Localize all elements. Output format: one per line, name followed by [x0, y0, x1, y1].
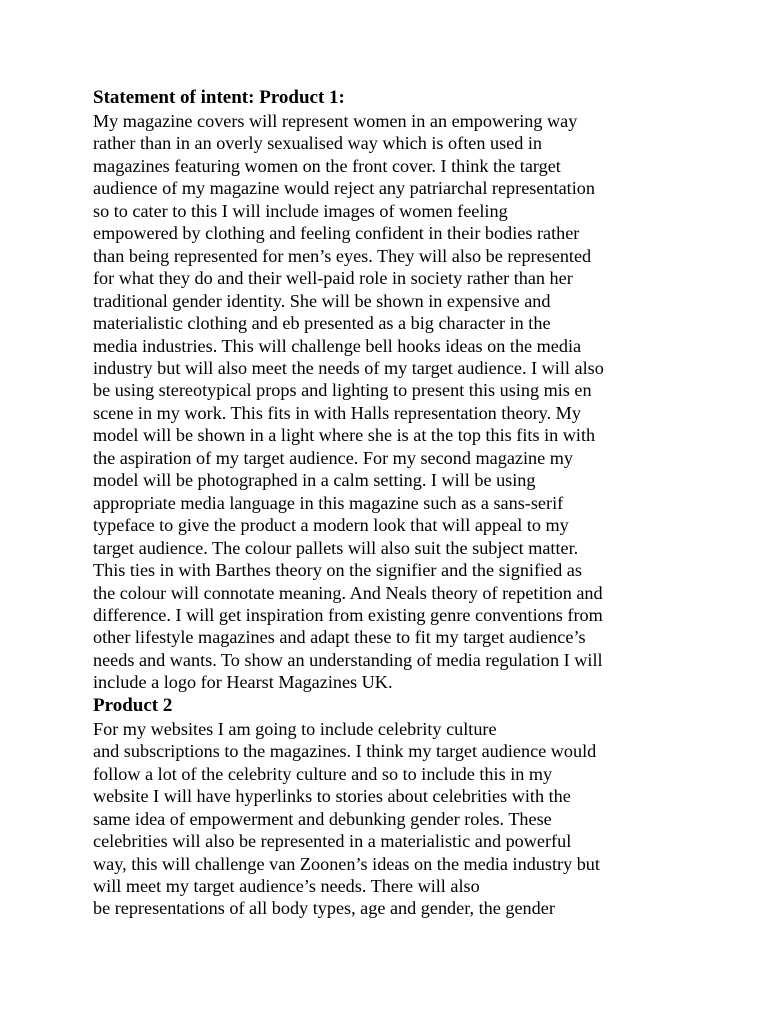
text-line: be representations of all body types, age and gender, the gender: [93, 898, 555, 919]
text-line: and subscriptions to the magazines. I think my target audience would: [93, 741, 597, 762]
text-line: same idea of empowerment and debunking gender roles. These: [93, 808, 552, 829]
text-line: scene in my work. This fits in with Halls representation theory. My: [93, 402, 581, 423]
text-line: magazines featuring women on the front cover. I think the target: [93, 155, 561, 176]
text-line: include a logo for Hearst Magazines UK.: [93, 672, 393, 693]
section-body: [93, 718, 711, 920]
text-line: empowered by clothing and feeling confident in their bodies rather: [93, 223, 580, 244]
text-line: rather than in an overly sexualised way which is often used in: [93, 133, 543, 154]
text-line: be using stereotypical props and lighting to present this using mis en: [93, 380, 592, 401]
text-line: industry but will also meet the needs of my target audience. I will also: [93, 357, 604, 378]
text-line: the colour will connotate meaning. And Neals theory of repetition and: [93, 582, 603, 603]
section-body: [93, 110, 711, 694]
text-line: appropriate media language in this magazine such as a sans-serif: [93, 492, 564, 513]
text-line: way, this will challenge van Zoonen’s ideas on the media industry but: [93, 853, 600, 874]
text-line: needs and wants. To show an understanding of media regulation I will: [93, 649, 603, 670]
text-line: website I will have hyperlinks to stories about celebrities with the: [93, 786, 571, 807]
text-line: audience of my magazine would reject any patriarchal representation: [93, 178, 595, 199]
section-product-2: [93, 694, 711, 920]
text-line: for what they do and their well-paid role in society rather than her: [93, 268, 573, 289]
text-line: other lifestyle magazines and adapt these to fit my target audience’s: [93, 627, 586, 648]
text-line: This ties in with Barthes theory on the signifier and the signified as: [93, 560, 582, 581]
text-line: My magazine covers will represent women in an empowering way: [93, 111, 578, 131]
text-line: the aspiration of my target audience. For my second magazine my: [93, 447, 573, 468]
text-line: than being represented for men’s eyes. They will also be represented: [93, 245, 592, 266]
text-line: traditional gender identity. She will be shown in expensive and: [93, 290, 551, 311]
text-line: celebrities will also be represented in a materialistic and powerful: [93, 831, 572, 852]
document-page: [93, 86, 711, 920]
text-line: typeface to give the product a modern look that will appeal to my: [93, 515, 569, 536]
text-line: model will be photographed in a calm setting. I will be using: [93, 470, 536, 491]
section-product-1: [93, 86, 711, 694]
text-line: model will be shown in a light where she is at the top this fits in with: [93, 425, 596, 446]
text-line: so to cater to this I will include images of women feeling: [93, 200, 508, 221]
text-line: For my websites I am going to include celebrity culture: [93, 718, 497, 739]
text-line: media industries. This will challenge bell hooks ideas on the media: [93, 335, 582, 356]
text-line: materialistic clothing and eb presented as a big character in the: [93, 313, 551, 334]
section-heading: Statement of intent: Product 1:: [93, 87, 345, 108]
text-line: follow a lot of the celebrity culture and so to include this in my: [93, 763, 553, 784]
text-line: will meet my target audience’s needs. There will also: [93, 875, 480, 896]
text-line: difference. I will get inspiration from existing genre conventions from: [93, 604, 603, 625]
section-heading: Product 2: [93, 694, 173, 716]
text-line: target audience. The colour pallets will also suit the subject matter.: [93, 537, 579, 558]
